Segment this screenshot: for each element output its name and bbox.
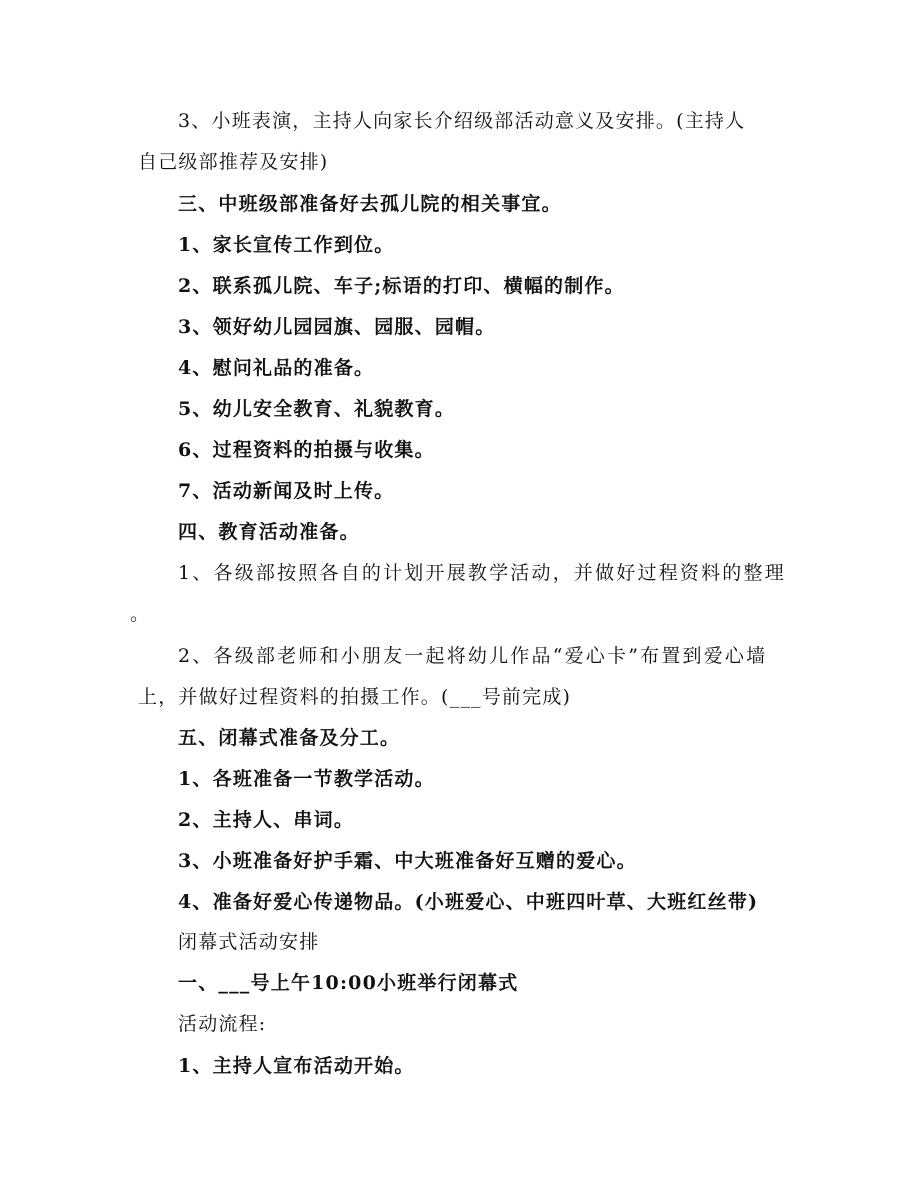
text-line: 闭幕式活动安排	[178, 931, 320, 953]
text-line: 。	[130, 603, 151, 625]
list-item: 3、小班准备好护手霜、中大班准备好互赠的爱心。	[178, 850, 637, 872]
section-heading: 三、中班级部准备好去孤儿院的相关事宜。	[178, 193, 562, 215]
text-line: 3、小班表演，主持人向家长介绍级部活动意义及安排。(主持人	[178, 110, 746, 132]
text-line: 活动流程:	[178, 1013, 267, 1035]
list-item: 6、过程资料的拍摄与收集。	[178, 439, 435, 461]
text-line: 1、各级部按照各自的计划开展教学活动，并做好过程资料的整理	[178, 562, 786, 584]
list-item: 1、家长宣传工作到位。	[178, 234, 395, 256]
section-heading: 四、教育活动准备。	[178, 521, 360, 543]
text-line: 2、各级部老师和小朋友一起将幼儿作品“爱心卡”布置到爱心墙	[178, 645, 768, 667]
list-item: 7、活动新闻及时上传。	[178, 480, 395, 502]
list-item: 1、主持人宣布活动开始。	[178, 1055, 415, 1077]
section-heading: 五、闭幕式准备及分工。	[178, 727, 401, 749]
list-item: 4、慰问礼品的准备。	[178, 357, 375, 379]
list-item: 4、准备好爱心传递物品。(小班爱心、中班四叶草、大班红丝带)	[178, 891, 759, 913]
list-item: 1、各班准备一节教学活动。	[178, 768, 435, 790]
list-item: 5、幼儿安全教育、礼貌教育。	[178, 398, 456, 420]
text-line: 自己级部推荐及安排)	[138, 151, 329, 173]
text-line: 上，并做好过程资料的拍摄工作。(___号前完成)	[138, 686, 572, 708]
section-heading: 一、___号上午10:00小班举行闭幕式	[178, 972, 519, 994]
list-item: 3、领好幼儿园园旗、园服、园帽。	[178, 316, 496, 338]
list-item: 2、主持人、串词。	[178, 809, 355, 831]
list-item: 2、联系孤儿院、车子;标语的打印、横幅的制作。	[178, 275, 625, 297]
